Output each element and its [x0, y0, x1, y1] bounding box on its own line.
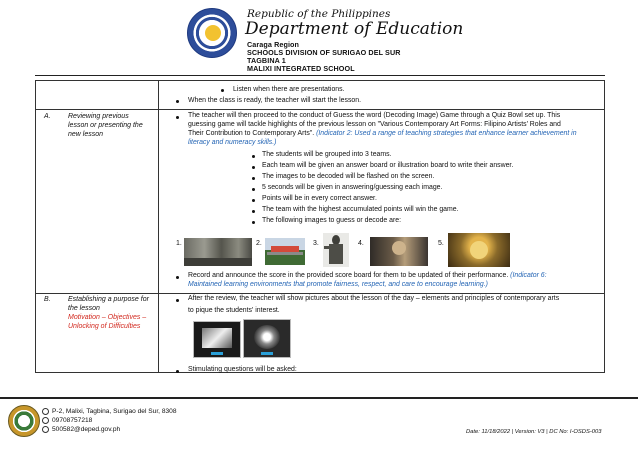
quiz-image-1: [184, 238, 252, 266]
row-b-letter: B.: [44, 296, 51, 303]
quiz-image-5: [448, 233, 510, 267]
rule-item: Points will be in every correct answer.: [262, 195, 377, 202]
footer-rule: [0, 397, 638, 399]
indicator-2-continued: literacy and numeracy skills.): [188, 139, 277, 146]
bullet: [176, 276, 179, 279]
bullet: [252, 221, 255, 224]
bullet: [252, 199, 255, 202]
location-icon: [42, 408, 49, 415]
row-b-label-line: the lesson: [68, 305, 100, 312]
image-number: 1.: [176, 240, 182, 247]
intro-line-with-indicator: Their Contribution to Contemporary Arts". (Indicator 2: Used a range of teaching strategies that enhance learner achievement in: [188, 130, 577, 137]
column-divider: [158, 81, 159, 372]
intro-line: The teacher will then proceed to the conduct of Guess the word (Decoding Image) Game through a Quiz Bowl set up. This: [188, 112, 561, 119]
quiz-image-3: [323, 233, 349, 267]
bullet: [252, 210, 255, 213]
bullet: [252, 188, 255, 191]
lesson-plan-table: [35, 80, 605, 373]
quiz-image-4: [370, 237, 428, 266]
rule-item: Each team will be given an answer board or illustration board to write their answer.: [262, 162, 514, 169]
republic-text: Republic of the Philippines: [247, 8, 391, 20]
school-seal-logo: [8, 405, 40, 437]
rule-item: The students will be grouped into 3 teams.: [262, 151, 392, 158]
rule-item: 5 seconds will be given in answering/guessing each image.: [262, 184, 443, 191]
rule-item: The images to be decoded will be flashed on the screen.: [262, 173, 435, 180]
bullet: [176, 370, 179, 373]
after-review-line: to pique the students' interest.: [188, 307, 280, 314]
lesson-picture-1: [193, 321, 241, 358]
quiz-image-2: [265, 238, 305, 265]
deped-seal-logo: [187, 8, 237, 58]
bullet: [252, 166, 255, 169]
indicator-6: (Indicator 6:: [510, 272, 547, 279]
score-line: Record and announce the score in the provided score board for them to be updated of their performance. (Indicator 6:: [188, 272, 547, 279]
footer-phone: 09708757218: [52, 417, 92, 424]
region-text: Caraga Region: [247, 40, 300, 49]
bullet: [176, 116, 179, 119]
indicator-6-continued: Maintained learning environments that promote fairness, respect, and care to encourage learning.): [188, 281, 488, 288]
lesson-picture-2: [243, 319, 291, 358]
indicator-2: (Indicator 2: Used a range of teaching strategies that enhance learner achievement in: [316, 130, 577, 137]
phone-icon: [42, 417, 49, 424]
row-divider: [36, 109, 604, 110]
footer-email: 500582@deped.gov.ph: [52, 426, 120, 433]
division-text: SCHOOLS DIVISION OF SURIGAO DEL SUR: [247, 48, 401, 57]
list-item: Listen when there are presentations.: [233, 86, 345, 93]
department-title: Department of Education: [245, 19, 464, 39]
row-a-label-line: lesson or presenting the: [68, 122, 143, 129]
image-number: 4.: [358, 240, 364, 247]
bullet: [176, 100, 179, 103]
intro-line: guessing game will tackle highlights of the previous lesson on "Various Contemporary Art Forms: Filipino Artists' Roles and: [188, 121, 561, 128]
row-divider: [36, 293, 604, 294]
header-rule: [35, 75, 605, 76]
after-review-line: After the review, the teacher will show pictures about the lesson of the day – elements and principles of contemporary arts: [188, 295, 560, 302]
footer-address: P-2, Malixi, Tagbina, Surigao del Sur, 8308: [52, 408, 177, 415]
bullet: [252, 177, 255, 180]
image-number: 3.: [313, 240, 319, 247]
row-a-label-line: Reviewing previous: [68, 113, 129, 120]
rule-item: The following images to guess or decode are:: [262, 217, 402, 224]
list-item: When the class is ready, the teacher will start the lesson.: [188, 97, 361, 104]
image-number: 5.: [438, 240, 444, 247]
bullet: [252, 155, 255, 158]
row-b-motivation: Unlocking of Difficulties: [68, 323, 141, 330]
document-info: Date: 11/18/2022 | Version: V3 | DC No: I-OSDS-003: [466, 429, 602, 435]
school-text: MALIXI INTEGRATED SCHOOL: [247, 64, 355, 73]
image-number: 2.: [256, 240, 262, 247]
row-a-label-line: new lesson: [68, 131, 104, 138]
stimulating-questions: Stimulating questions will be asked:: [188, 366, 297, 373]
row-a-letter: A.: [44, 113, 51, 120]
row-b-label-line: Establishing a purpose for: [68, 296, 149, 303]
row-b-motivation: Motivation – Objectives –: [68, 314, 147, 321]
rule-item: The team with the highest accumulated points will win the game.: [262, 206, 459, 213]
email-icon: [42, 426, 49, 433]
district-text: TAGBINA 1: [247, 56, 286, 65]
bullet: [176, 299, 179, 302]
bullet: [221, 89, 224, 92]
